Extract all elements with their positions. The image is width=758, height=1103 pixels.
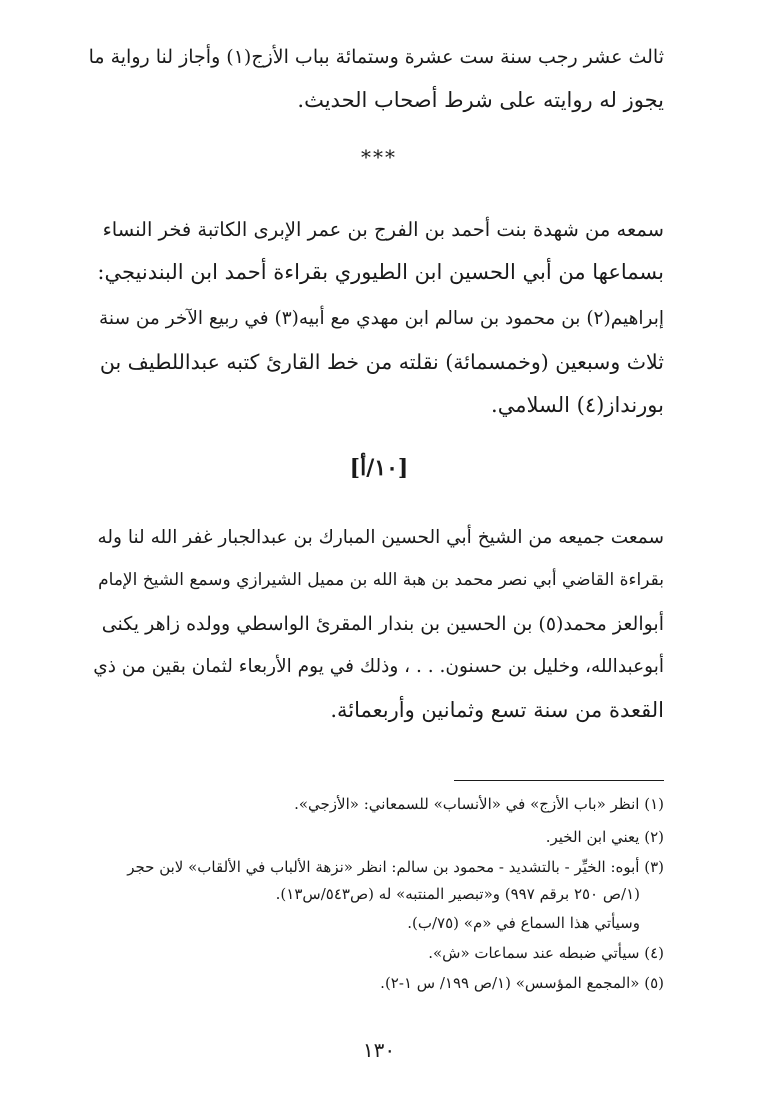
footnote: (٣) أبوه: الخيِّر - بالتشديد - محمود بن سالم: انظر «نزهة الألباب في الألقاب» لابن حجر [127,858,664,876]
paragraph-line: بسماعها من أبي الحسين ابن الطيوري بقراءة أحمد ابن البندنيجي: [97,260,664,284]
footnote-continuation: وسيأتي هذا السماع في «م» (٧٥/ب). [407,914,640,932]
paragraph-line: بورنداز(٤) السلامي. [491,393,664,417]
footnote-continuation: (١/ص ٢٥٠ برقم ٩٩٧) و«تبصير المنتبه» له (ص٥٤٣/س١٣). [275,885,640,903]
paragraph-line: ثلاث وسبعين (وخمسمائة) نقلته من خط القارئ كتبه عبداللطيف بن [99,350,664,374]
footnote: (١) انظر «باب الأزج» في «الأنساب» للسمعاني: «الأزجي». [294,795,664,813]
paragraph-line: سمعه من شهدة بنت أحمد بن الفرج بن عمر الإبرى الكاتبة فخر النساء [102,218,664,241]
footnote: (٤) سيأتي ضبطه عند سماعات «ش». [428,944,664,962]
page-number: ١٣٠ [362,1038,396,1062]
paragraph-line: يجوز له روايته على شرط أصحاب الحديث. [297,88,664,112]
paragraph-line: القعدة من سنة تسع وثمانين وأربعمائة. [330,698,664,722]
paragraph-line: أبوعبدالله، وخليل بن حسنون. . . ، وذلك في يوم الأربعاء لثمان بقين من ذي [93,656,664,677]
paragraph-line: أبوالعز محمد(٥) بن الحسين بن بندار المقرئ الواسطي وولده زاهر يكنى [101,613,664,635]
section-separator: *** [361,145,397,169]
folio-marker: [١٠/أ] [349,455,409,481]
footnote: (٢) يعني ابن الخير. [545,828,664,846]
paragraph-line: إبراهيم(٢) بن محمود بن سالم ابن مهدي مع أبيه(٣) في ربيع الآخر من سنة [98,308,664,329]
footnote: (٥) «المجمع المؤسس» (١/ص ١٩٩/ س ١-٢). [380,974,664,992]
paragraph-line: سمعت جميعه من الشيخ أبي الحسين المبارك بن عبدالجبار غفر الله لنا وله [97,527,664,548]
paragraph-line: ثالث عشر رجب سنة ست عشرة وستمائة بباب الأزج(١) وأجاز لنا رواية ما [88,46,664,68]
footnote-divider [454,780,664,781]
paragraph-line: بقراءة القاضي أبي نصر محمد بن هبة الله بن مميل الشيرازي وسمع الشيخ الإمام [98,570,664,590]
